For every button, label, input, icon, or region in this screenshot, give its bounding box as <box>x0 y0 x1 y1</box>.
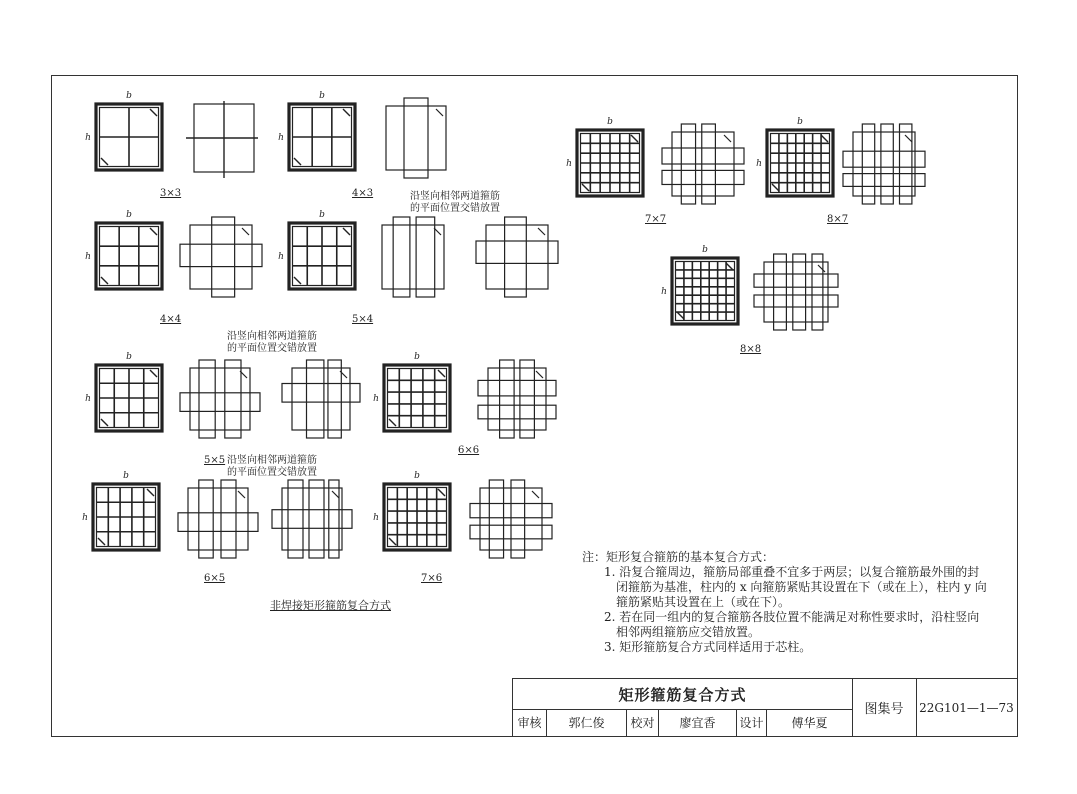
designer-name: 傅华夏 <box>791 716 828 730</box>
horizontal-strip-tie <box>478 405 556 419</box>
vertical-strip-tie <box>393 217 410 297</box>
exploded-8x7 <box>843 124 925 204</box>
dim-b-label: b <box>414 352 420 362</box>
horizontal-strip-tie <box>662 170 744 184</box>
vertical-strip-tie <box>416 217 435 297</box>
note-item-3: 3. 矩形箍筋复合方式同样适用于芯柱。 <box>604 640 812 654</box>
notes-block <box>582 550 987 655</box>
hook-mark <box>436 109 443 116</box>
dim-b-label: b <box>319 91 325 101</box>
crossties-3x3 <box>186 101 258 178</box>
check-label: 校对 <box>627 709 659 736</box>
exploded-5x4b <box>476 217 558 297</box>
horizontal-strip-tie <box>843 174 925 187</box>
dim-h-label: h <box>661 287 667 297</box>
hook-mark <box>438 370 445 377</box>
review-label: 审核 <box>513 709 547 736</box>
atlas-number: 22G101—1—73 <box>919 700 1014 715</box>
hook-mark <box>294 277 301 284</box>
section-6x5 <box>82 471 159 550</box>
hook-mark <box>726 263 733 270</box>
section-4x3 <box>278 91 355 170</box>
hook-mark <box>389 538 396 545</box>
hook-mark <box>677 312 684 319</box>
hook-mark <box>101 419 108 426</box>
exploded-5x4 <box>382 217 444 297</box>
section-3x3 <box>85 91 162 170</box>
vertical-strip-tie <box>520 360 535 438</box>
horizontal-strip-tie <box>470 525 552 539</box>
vertical-strip-tie <box>489 480 503 558</box>
vertical-strip-tie <box>774 254 787 330</box>
exploded-4x4 <box>180 217 262 297</box>
vertical-strip-tie <box>404 98 428 178</box>
horizontal-strip-tie <box>178 513 258 532</box>
hook-mark <box>821 135 828 142</box>
dim-b-label: b <box>319 210 325 220</box>
exploded-8x8 <box>754 254 838 330</box>
hook-mark <box>582 184 589 191</box>
horizontal-strip-tie <box>470 504 552 518</box>
section-4x4 <box>85 210 162 289</box>
horizontal-strip-tie <box>662 148 744 164</box>
dim-b-label: b <box>797 117 803 127</box>
exploded-7x6 <box>470 480 552 558</box>
section-8x8 <box>661 245 738 324</box>
exploded-7x7 <box>662 124 744 204</box>
hook-mark <box>343 109 350 116</box>
section-5x5 <box>85 352 162 431</box>
dim-b-label: b <box>702 245 708 255</box>
note-item-2: 2. 若在同一组内的复合箍筋各肢位置不能满足对称性要求时，沿柱竖向 相邻两组箍筋应交错放置。 <box>604 610 980 639</box>
caption-6x6: 6×6 <box>458 445 480 456</box>
dim-h-label: h <box>85 394 91 404</box>
atlas-label: 图集号 <box>852 679 917 736</box>
caption-4x3: 4×3 <box>352 188 374 199</box>
hook-mark <box>150 228 157 235</box>
dim-h-label: h <box>756 159 762 169</box>
inner-stirrup <box>100 227 159 286</box>
horizontal-strip-tie <box>272 510 352 529</box>
outer-stirrup <box>96 223 162 289</box>
signature-row <box>513 709 853 736</box>
hook-mark <box>150 370 157 377</box>
subtitle: 非焊接矩形箍筋复合方式 <box>270 599 391 612</box>
dim-h-label: h <box>85 133 91 143</box>
horizontal-strip-tie <box>843 151 925 167</box>
caption-6x5: 6×5 <box>204 573 226 584</box>
horizontal-strip-tie <box>282 384 360 403</box>
section-7x7 <box>566 117 643 196</box>
dim-h-label: h <box>566 159 572 169</box>
dim-b-label: b <box>414 471 420 481</box>
hook-mark <box>538 228 545 235</box>
caption-8x8: 8×8 <box>740 344 762 355</box>
stagger-note-2: 沿竖向相邻两道箍筋 的平面位置交错放置 <box>227 331 317 354</box>
horizontal-strip-tie <box>180 393 260 412</box>
dim-h-label: h <box>373 394 379 404</box>
dim-b-label: b <box>607 117 613 127</box>
hook-mark <box>389 419 396 426</box>
dim-h-label: h <box>278 252 284 262</box>
dim-b-label: b <box>126 210 132 220</box>
notes-heading: 注：矩形复合箍筋的基本复合方式： <box>582 550 775 564</box>
exploded-5x5b <box>282 360 360 438</box>
hook-mark <box>772 184 779 191</box>
exploded-6x6 <box>478 360 556 438</box>
outer-stirrup <box>488 368 546 430</box>
caption-8x7: 8×7 <box>827 214 849 225</box>
section-7x6 <box>373 471 450 550</box>
dim-h-label: h <box>278 133 284 143</box>
horizontal-strip-tie <box>754 295 838 307</box>
stagger-note-1: 沿竖向相邻两道箍筋 的平面位置交错放置 <box>410 191 500 214</box>
stagger-note-3: 沿竖向相邻两道箍筋 的平面位置交错放置 <box>227 455 317 478</box>
exploded-5x5 <box>180 360 260 438</box>
section-6x6 <box>373 352 450 431</box>
outer-stirrup <box>384 365 450 431</box>
vertical-strip-tie <box>511 480 525 558</box>
caption-5x5: 5×5 <box>204 455 226 466</box>
hook-mark <box>101 277 108 284</box>
note-item-1: 1. 沿复合箍周边，箍筋局部重叠不宜多于两层；以复合箍筋最外围的封 闭箍筋为基准，柱内的 x 向箍筋紧贴其设置在下（或在上），柱内 y 向 箍筋紧贴其设置在上（或在下）。 <box>604 565 987 609</box>
hook-mark <box>532 491 539 498</box>
vertical-strip-tie <box>812 254 823 330</box>
exploded-6x5b <box>272 480 352 558</box>
hook-mark <box>147 489 154 496</box>
horizontal-strip-tie <box>180 244 262 266</box>
hook-mark <box>536 371 543 378</box>
hook-mark <box>343 228 350 235</box>
caption-7x6: 7×6 <box>421 573 443 584</box>
hook-mark <box>98 538 105 545</box>
dim-b-label: b <box>126 91 132 101</box>
hook-mark <box>101 158 108 165</box>
checker-name: 廖宜香 <box>659 709 737 736</box>
hook-mark <box>238 491 245 498</box>
hook-mark <box>438 489 445 496</box>
section-8x7 <box>756 117 833 196</box>
outer-stirrup <box>672 258 738 324</box>
exploded-4x3 <box>386 98 446 178</box>
section-5x4 <box>278 210 355 289</box>
dim-h-label: h <box>82 513 88 523</box>
caption-4x4: 4×4 <box>160 314 182 325</box>
inner-stirrup <box>388 369 447 428</box>
reviewer-name: 郭仁俊 <box>547 709 627 736</box>
dim-h-label: h <box>373 513 379 523</box>
caption-5x4: 5×4 <box>352 314 374 325</box>
horizontal-strip-tie <box>478 380 556 396</box>
exploded-6x5 <box>178 480 258 558</box>
design-label: 设计 <box>737 709 767 736</box>
dim-b-label: b <box>126 352 132 362</box>
horizontal-strip-tie <box>754 274 838 287</box>
hook-mark <box>294 158 301 165</box>
vertical-strip-tie <box>793 254 806 330</box>
hook-mark <box>242 228 249 235</box>
hook-mark <box>150 109 157 116</box>
hook-mark <box>631 135 638 142</box>
title-block <box>512 678 1018 736</box>
dim-h-label: h <box>85 252 91 262</box>
caption-3x3: 3×3 <box>160 188 182 199</box>
hook-mark <box>724 135 731 142</box>
dim-b-label: b <box>123 471 129 481</box>
vertical-strip-tie <box>500 360 514 438</box>
drawing-title: 矩形箍筋复合方式 <box>513 679 853 710</box>
horizontal-strip-tie <box>476 241 558 263</box>
caption-7x7: 7×7 <box>645 214 667 225</box>
